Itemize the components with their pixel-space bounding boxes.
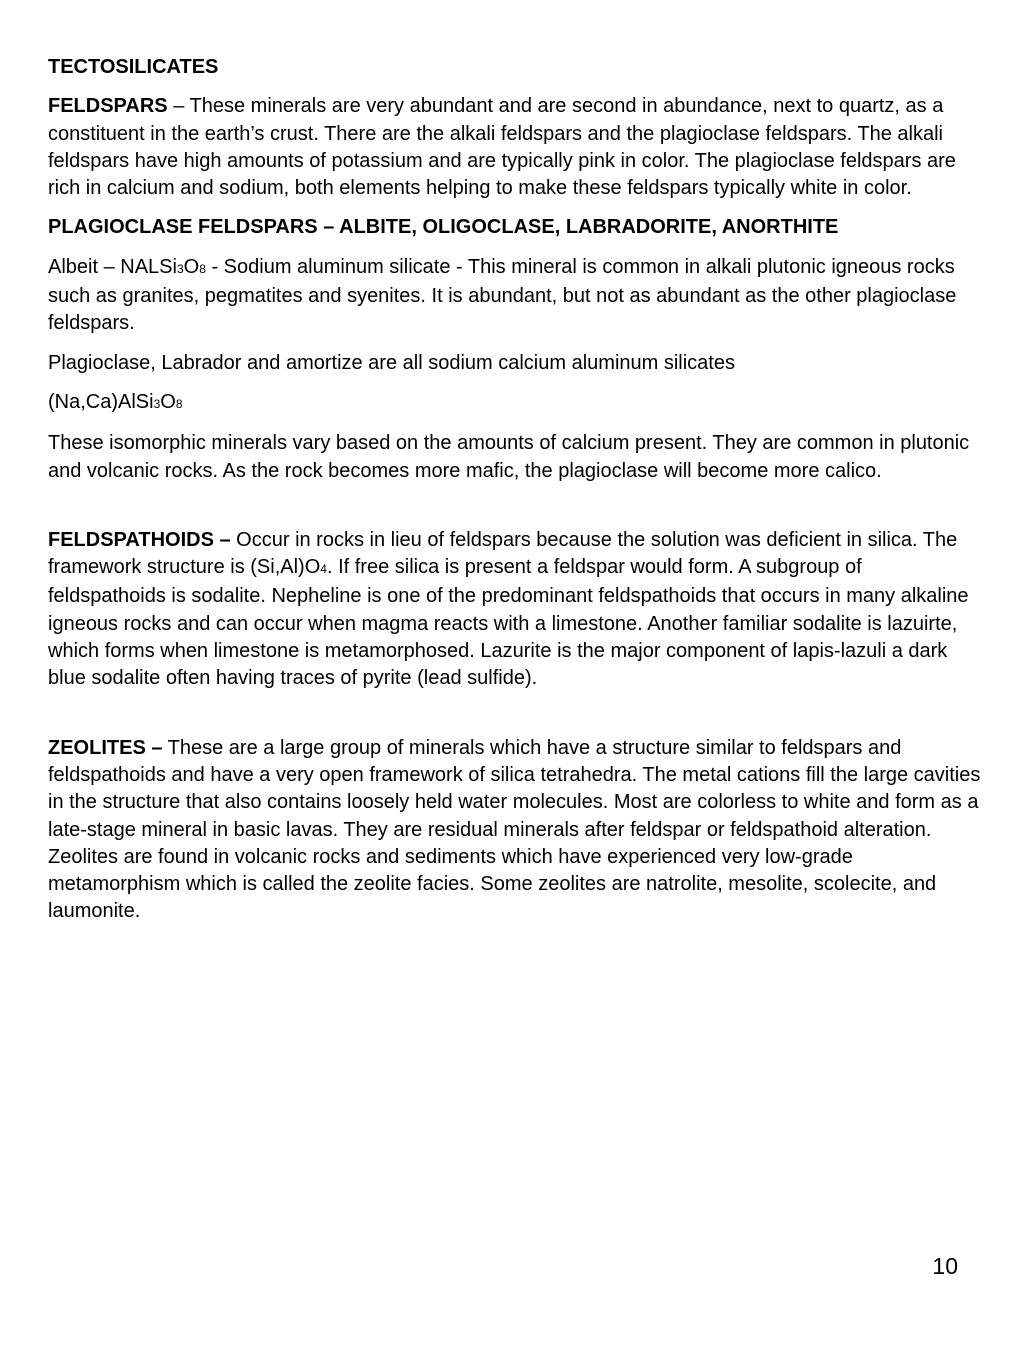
albeit-formula-o: O — [183, 255, 200, 278]
albeit-formula-sub1: 3 — [176, 261, 184, 276]
formula-sub2: 8 — [175, 396, 183, 411]
feldspathoids-paragraph — [48, 527, 983, 693]
plagioclase-heading: PLAGIOCLASE FELDSPARS – ALBITE, OLIGOCLASE, LABRADORITE, ANORTHITE — [48, 216, 839, 239]
albeit-text: - Sodium aluminum silicate - This mineral is common in alkali plutonic igneous rocks such as granites, pegmatites and syenites. It is abundant, but not as abundant as the other plagioclase feldspars. — [48, 255, 957, 335]
albeit-formula-prefix: Albeit – NALSi — [48, 255, 177, 278]
zeolites-text: These are a large group of minerals which have a structure similar to feldspars and feldspathoids and have a very open framework of silica tetrahedra. The metal cations fill the large cavities in the structure that also contains loosely held water molecules. Most are colorless to white and form as a late-stage mineral in basic lavas. They are residual minerals after feldspar or feldspathoid alteration. Zeolites are found in volcanic rocks and sediments which have experienced very low-grade metamorphism which is called the zeolite facies. Some zeolites are natrolite, mesolite, scolecite, and laumonite. — [48, 736, 981, 923]
feldspars-term: FELDSPARS — [48, 95, 168, 118]
page-number: 10 — [932, 1253, 958, 1279]
albeit-paragraph — [48, 254, 983, 338]
feldspars-text: – These minerals are very abundant and are second in abundance, next to quartz, as a constituent in the earth’s crust. There are the alkali feldspars and the plagioclase feldspars. The alkali feldspars have high amounts of potassium and are typically pink in color. The plagioclase feldspars are rich in calcium and sodium, both elements helping to make these feldspars typically white in color. — [48, 95, 956, 200]
feldspars-paragraph — [48, 93, 983, 202]
zeolites-paragraph — [48, 735, 983, 926]
zeolites-term: ZEOLITES – — [48, 736, 163, 759]
document-body — [48, 54, 983, 938]
feldspathoids-sub: 4 — [320, 562, 327, 577]
isomorphic-paragraph: These isomorphic minerals vary based on the amounts of calcium present. They are common in plutonic and volcanic rocks. As the rock becomes more mafic, the plagioclase will become more calico. — [48, 432, 970, 482]
feldspathoids-text-2: . If free silica is present a feldspar would form. A subgroup of feldspathoids is sodalite. Nepheline is one of the predominant feldspathoids that occurs in many alkaline igneous rocks and can occur when magma reacts with a limestone. Another familiar sodalite is lazuirte, which forms when limestone is metamorphosed. Lazurite is the major component of lapis-lazuli a dark blue sodalite often having traces of pyrite (lead sulfide). — [48, 556, 969, 690]
feldspathoids-term: FELDSPATHOIDS – — [48, 528, 231, 551]
formula-prefix: (Na,Ca)AlSi — [48, 390, 154, 413]
plagioclase-line: Plagioclase, Labrador and amortize are all sodium calcium aluminum silicates — [48, 351, 735, 374]
albeit-formula-sub2: 8 — [199, 261, 206, 276]
feldspathoids-text-1: Occur in rocks in lieu of feldspars because the solution was deficient in silica. The framework structure is (Si,Al)O — [48, 528, 958, 579]
formula-sub1: 3 — [153, 396, 161, 411]
section-title: TECTOSILICATES — [48, 56, 219, 78]
formula-o: O — [160, 390, 176, 413]
formula-line — [48, 389, 983, 418]
